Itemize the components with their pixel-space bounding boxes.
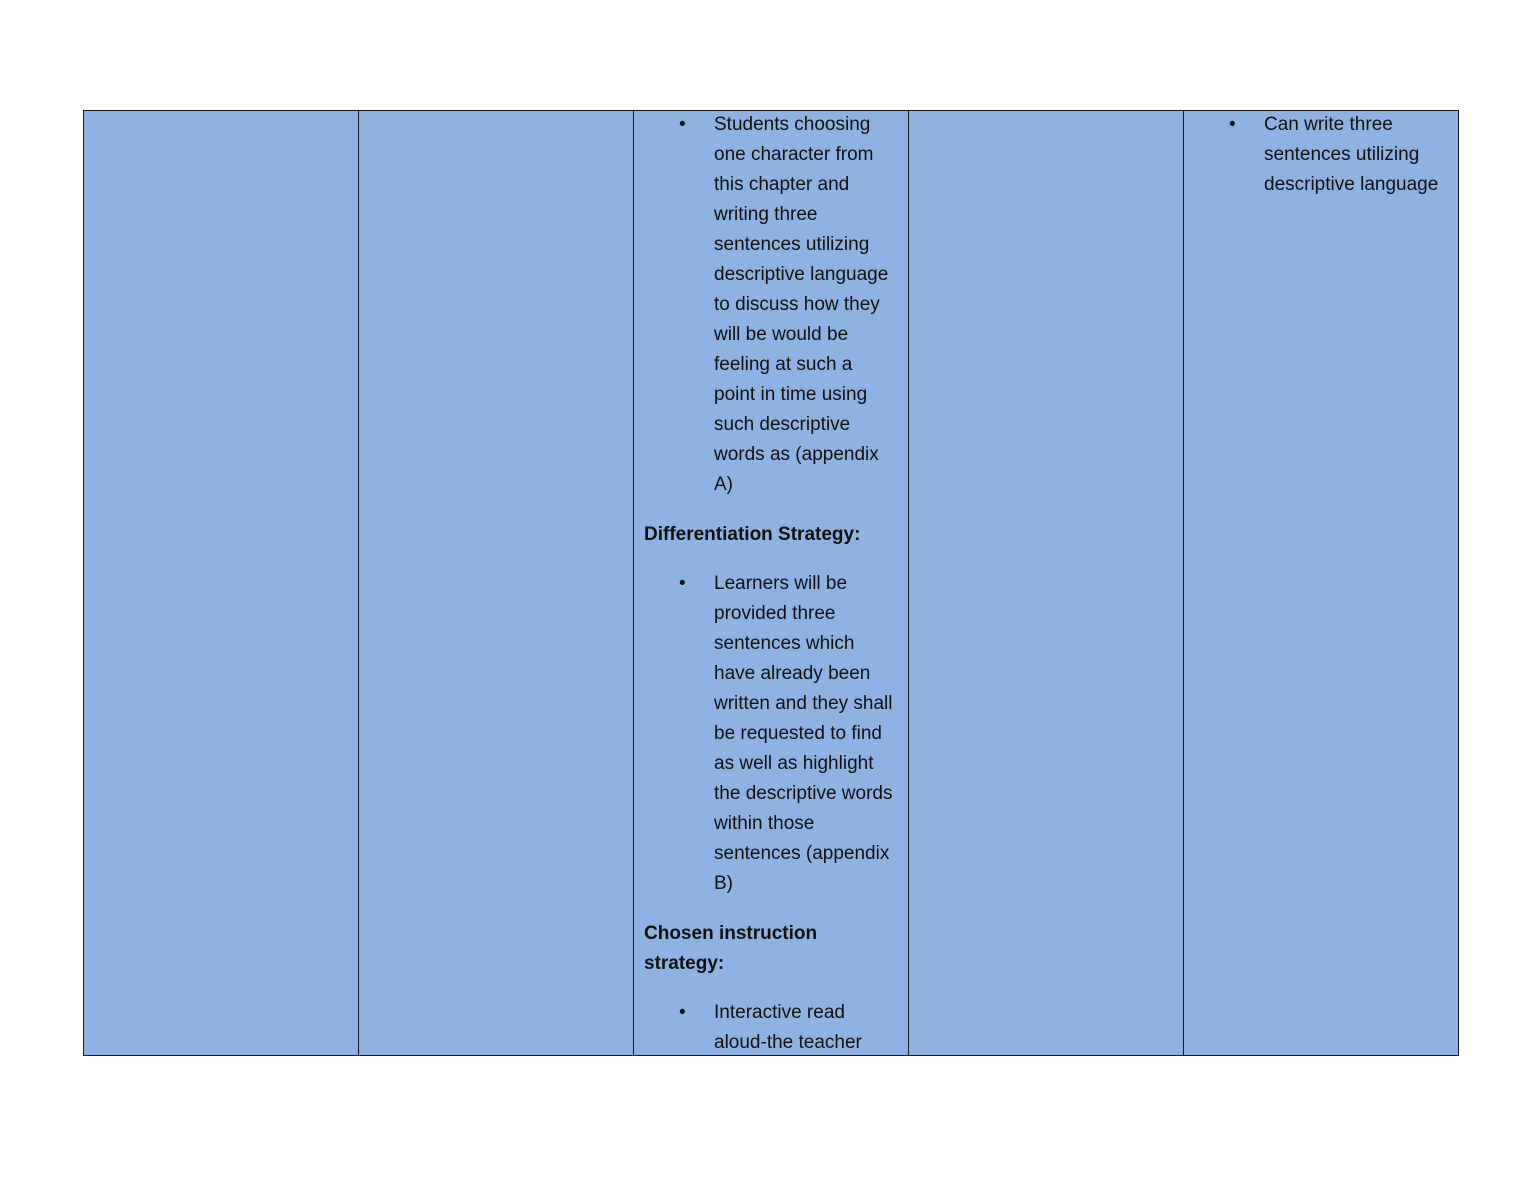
- cell-content: [909, 111, 1183, 1055]
- list-item: [644, 998, 898, 1055]
- bullet-icon: •: [679, 1002, 686, 1023]
- table-row: [84, 111, 1459, 1056]
- bullet-icon: •: [679, 114, 686, 135]
- cell-content: [1184, 111, 1458, 1055]
- table-cell-col2: [359, 111, 634, 1056]
- table-cell-col1: [84, 111, 359, 1056]
- instruction-heading: Chosen instruction strategy:: [644, 923, 818, 974]
- list-item-text: Students choosing one character from this chapter and writing three sentences utilizing descriptive language to discuss how they will be would be feeling at such a point in time using such descriptive words as (appendix A): [714, 114, 889, 495]
- cell-content: [634, 111, 908, 1055]
- cell-content: [84, 111, 358, 1055]
- differentiation-list: [644, 570, 898, 900]
- table-cell-col5: [1184, 111, 1459, 1056]
- table-cell-col4: [909, 111, 1184, 1056]
- list-item: [644, 569, 898, 899]
- list-item: [1194, 111, 1448, 200]
- differentiation-heading: Differentiation Strategy:: [644, 524, 861, 545]
- lesson-plan-table: [83, 110, 1459, 1056]
- table-cell-col3: [634, 111, 909, 1056]
- list-item-text: Learners will be provided three sentences which have already been written and they shall be requested to find as well as highlight the descriptive words within those sentences (appendix B): [714, 573, 893, 894]
- list-item-text: Can write three sentences utilizing descriptive language: [1264, 114, 1439, 195]
- activity-list: [644, 111, 898, 501]
- bullet-icon: •: [1229, 114, 1236, 135]
- list-item: [644, 111, 898, 500]
- assessment-list: [1194, 111, 1448, 201]
- cell-content: [359, 111, 633, 1055]
- list-item-text: Interactive read aloud-the teacher: [714, 1002, 862, 1053]
- instruction-list: [644, 999, 898, 1055]
- bullet-icon: •: [679, 573, 686, 594]
